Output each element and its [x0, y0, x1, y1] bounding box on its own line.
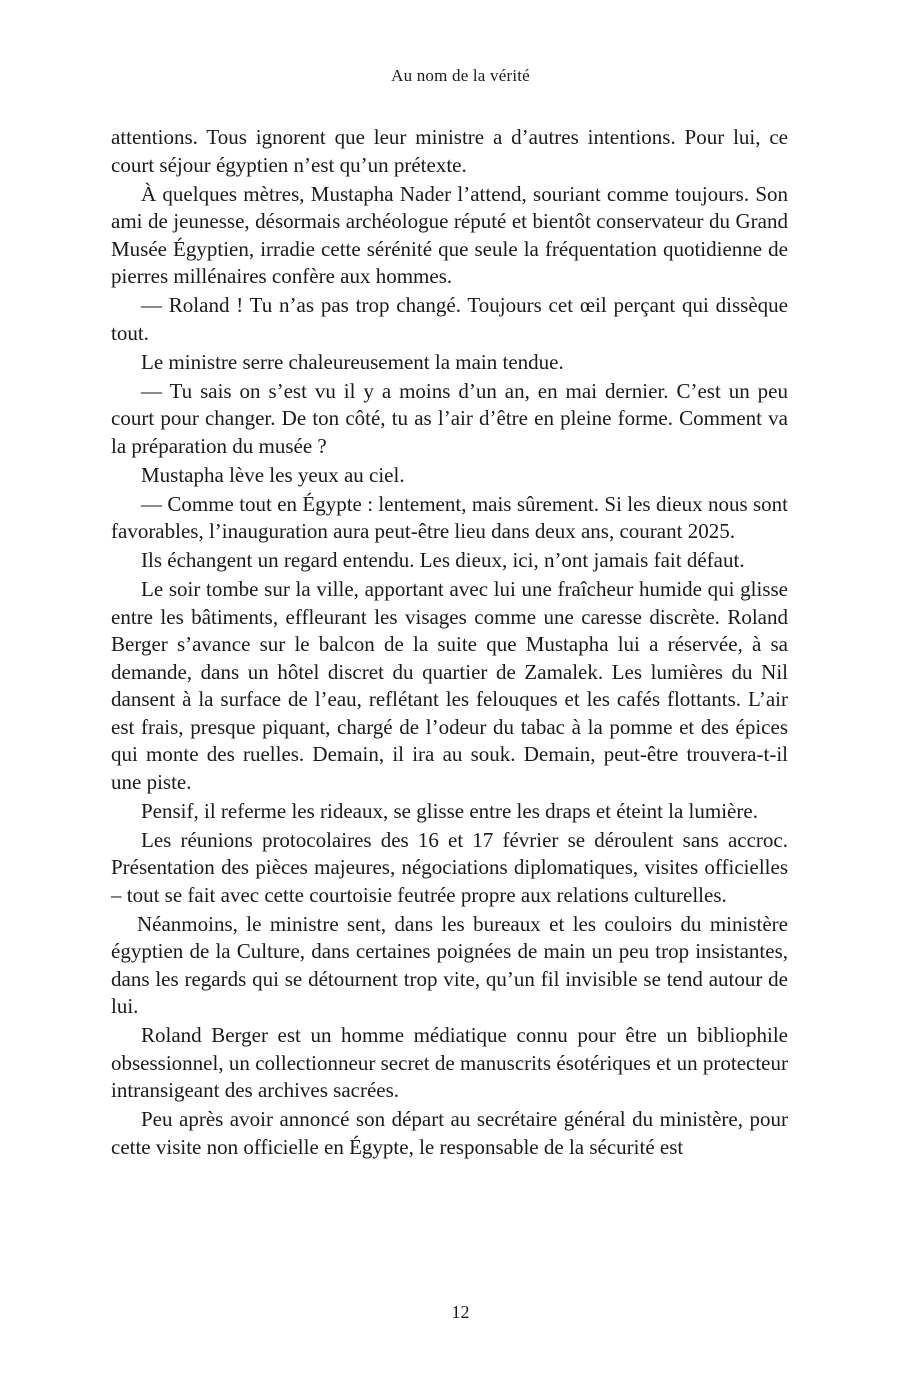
paragraph: À quelques mètres, Mustapha Nader l’attend, souriant comme toujours. Son ami de jeunesse, désormais archéologue réputé et bientôt conservateur du Grand Musée Égyptien, irradie cette sérénité que seule la fréquentation quotidienne de pierres millénaires confère aux hommes.: [111, 181, 788, 288]
paragraph: attentions. Tous ignorent que leur ministre a d’autres intentions. Pour lui, ce court séjour égyptien n’est qu’un prétexte.: [111, 125, 788, 177]
body-text: [111, 124, 788, 1163]
paragraph: Roland Berger est un homme médiatique connu pour être un bibliophile obsessionnel, un collectionneur secret de manuscrits ésotériques et un protecteur intransigeant des archives sacrées.: [111, 1023, 788, 1102]
paragraph: Le soir tombe sur la ville, apportant avec lui une fraîcheur humide qui glisse entre les bâtiments, effleurant les visages comme une caresse discrète. Roland Berger s’avance sur le balcon de la suite que Mustapha lui a réservée, à sa demande, dans un hôtel discret du quartier de Zamalek. Les lumières du Nil dansent à la surface de l’eau, reflétant les felouques et les cafés flottants. L’air est frais, presque piquant, chargé de l’odeur du tabac à la pomme et des épices qui monte des ruelles. Demain, il ira au souk. Demain, peut-être trouvera-t-il une piste.: [111, 577, 788, 794]
dialogue-paragraph: — Comme tout en Égypte : lentement, mais sûrement. Si les dieux nous sont favorables, l’inauguration aura peut-être lieu dans deux ans, courant 2025.: [111, 491, 788, 543]
running-header-title: Au nom de la vérité: [391, 66, 530, 85]
page-number: 12: [451, 1302, 470, 1322]
dialogue-paragraph: — Roland ! Tu n’as pas trop changé. Toujours cet œil perçant qui dissèque tout.: [111, 293, 788, 345]
paragraph: Peu après avoir annoncé son départ au secrétaire général du ministère, pour cette visite non officielle en Égypte, le responsable de la sécurité est: [111, 1107, 788, 1159]
paragraph: Néanmoins, le ministre sent, dans les bureaux et les couloirs du ministère égyptien de la Culture, dans certaines poignées de main un peu trop insistantes, dans les regards qui se détournent trop vite, qu’un fil invisible se tend autour de lui.: [111, 911, 788, 1018]
dialogue-paragraph: — Tu sais on s’est vu il y a moins d’un an, en mai dernier. C’est un peu court pour changer. De ton côté, tu as l’air d’être en pleine forme. Comment va la préparation du musée ?: [111, 378, 788, 458]
paragraph: Le ministre serre chaleureusement la main tendue.: [141, 349, 564, 374]
paragraph: Ils échangent un regard entendu. Les dieux, ici, n’ont jamais fait défaut.: [141, 548, 745, 572]
paragraph: Pensif, il referme les rideaux, se glisse entre les draps et éteint la lumière.: [141, 798, 758, 823]
paragraph: Les réunions protocolaires des 16 et 17 février se déroulent sans accroc. Présentation des pièces majeures, négociations diplomatiques, visites officielles – tout se fait avec cette courtoisie feutrée propre aux relations culturelles.: [111, 827, 788, 907]
paragraph: Mustapha lève les yeux au ciel.: [141, 462, 405, 487]
